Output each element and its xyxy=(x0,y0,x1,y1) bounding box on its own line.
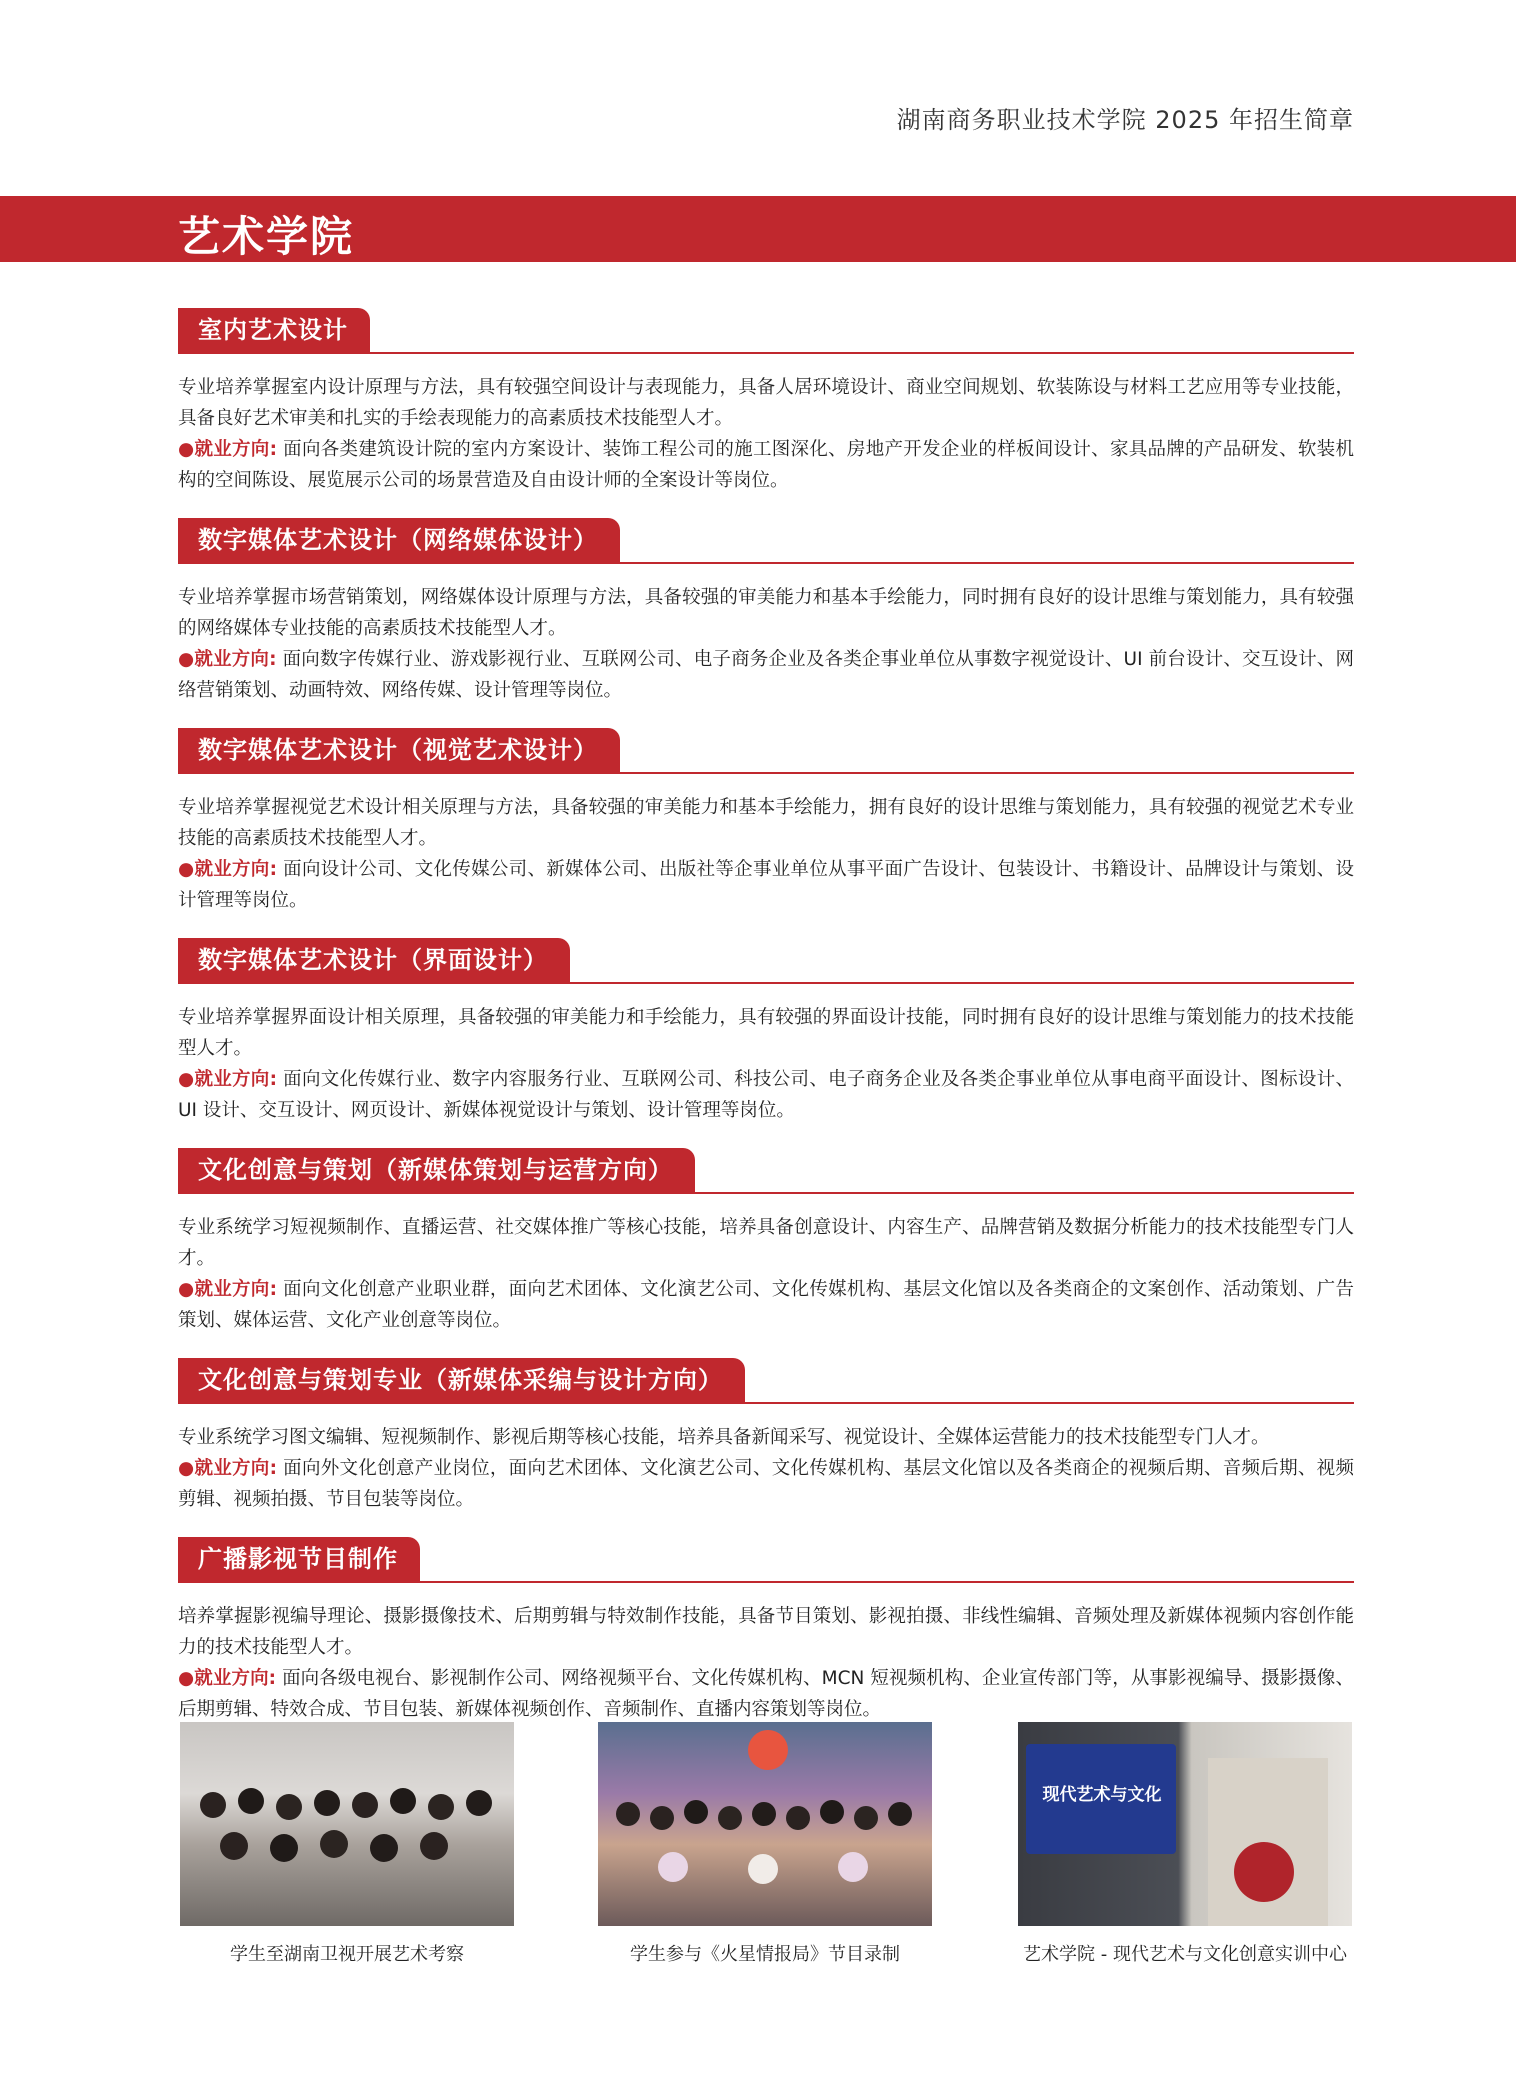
photo-caption: 学生参与《火星情报局》节目录制 xyxy=(630,1944,900,1965)
section-description: 专业系统学习图文编辑、短视频制作、影视后期等核心技能，培养具备新闻采写、视觉设计、全媒体运营能力的技术技能型专门人才。 xyxy=(178,1427,1270,1448)
section-title: 数字媒体艺术设计（视觉艺术设计） xyxy=(178,728,620,772)
section-title: 文化创意与策划（新媒体策划与运营方向） xyxy=(178,1148,695,1192)
section-header xyxy=(178,1537,1354,1583)
section-career: ●就业方向: 面向文化创意产业职业群，面向艺术团体、文化演艺公司、文化传媒机构、基层文化馆以及各类商企的文案创作、活动策划、广告策划、媒体运营、文化产业创意等岗位。 xyxy=(178,1279,1354,1331)
career-label: ●就业方向: xyxy=(178,439,277,460)
photo-caption: 艺术学院 - 现代艺术与文化创意实训中心 xyxy=(1023,1944,1347,1965)
program-section xyxy=(178,1148,1354,1336)
section-career: ●就业方向: 面向各类建筑设计院的室内方案设计、装饰工程公司的施工图深化、房地产开发企业的样板间设计、家具品牌的产品研发、软装机构的空间陈设、展览展示公司的场景营造及自由设计师的全案设计等岗位。 xyxy=(178,439,1354,491)
section-header xyxy=(178,1148,1354,1194)
studio-photo-image xyxy=(598,1722,932,1926)
career-label: ●就业方向: xyxy=(178,1668,277,1689)
section-description: 专业培养掌握视觉艺术设计相关原理与方法，具备较强的审美能力和基本手绘能力，拥有良好的设计思维与策划能力，具有较强的视觉艺术专业技能的高素质技术技能型人才。 xyxy=(178,797,1354,849)
photo-card xyxy=(598,1722,932,1966)
section-header xyxy=(178,308,1354,354)
career-label: ●就业方向: xyxy=(178,859,277,880)
career-label: ●就业方向: xyxy=(178,649,277,670)
group-photo-image xyxy=(180,1722,514,1926)
program-section xyxy=(178,728,1354,916)
section-description: 专业系统学习短视频制作、直播运营、社交媒体推广等核心技能，培养具备创意设计、内容生产、品牌营销及数据分析能力的技术技能型专门人才。 xyxy=(178,1217,1354,1269)
career-label: ●就业方向: xyxy=(178,1069,277,1090)
flower-stand xyxy=(1234,1842,1294,1902)
photo-card xyxy=(1018,1722,1352,1966)
training-center-photo-image xyxy=(1018,1722,1352,1926)
photo-gallery xyxy=(178,1722,1354,1965)
center-sign-text: 现代艺术与文化 xyxy=(1042,1785,1162,1805)
section-title: 数字媒体艺术设计（界面设计） xyxy=(178,938,570,982)
section-title: 室内艺术设计 xyxy=(178,308,370,352)
section-description: 专业培养掌握界面设计相关原理，具备较强的审美能力和手绘能力，具有较强的界面设计技能，同时拥有良好的设计思维与策划能力的技术技能型人才。 xyxy=(178,1007,1354,1059)
career-label: ●就业方向: xyxy=(178,1458,277,1479)
program-section xyxy=(178,518,1354,706)
section-description: 专业培养掌握室内设计原理与方法，具有较强空间设计与表现能力，具备人居环境设计、商业空间规划、软装陈设与材料工艺应用等专业技能，具备良好艺术审美和扎实的手绘表现能力的高素质技术技能型人才。 xyxy=(178,377,1354,429)
section-header xyxy=(178,728,1354,774)
section-career: ●就业方向: 面向设计公司、文化传媒公司、新媒体公司、出版社等企事业单位从事平面广告设计、包装设计、书籍设计、品牌设计与策划、设计管理等岗位。 xyxy=(178,859,1354,911)
photo-card xyxy=(180,1722,514,1966)
section-description: 专业培养掌握市场营销策划，网络媒体设计原理与方法，具备较强的审美能力和基本手绘能力，同时拥有良好的设计思维与策划能力，具有较强的网络媒体专业技能的高素质技术技能型人才。 xyxy=(178,587,1354,639)
section-career: ●就业方向: 面向文化传媒行业、数字内容服务行业、互联网公司、科技公司、电子商务企业及各类企事业单位从事电商平面设计、图标设计、UI 设计、交互设计、网页设计、新媒体视觉设计与策划、设计管理等岗位。 xyxy=(178,1069,1354,1121)
program-section xyxy=(178,1537,1354,1725)
college-title-band xyxy=(0,196,1516,262)
college-title: 艺术学院 xyxy=(178,212,355,261)
career-label: ●就业方向: xyxy=(178,1279,277,1300)
section-title: 数字媒体艺术设计（网络媒体设计） xyxy=(178,518,620,562)
section-career: ●就业方向: 面向数字传媒行业、游戏影视行业、互联网公司、电子商务企业及各类企事业单位从事数字视觉设计、UI 前台设计、交互设计、网络营销策划、动画特效、网络传媒、设计管理等岗位。 xyxy=(178,649,1354,701)
program-list xyxy=(178,308,1354,1747)
section-title: 文化创意与策划专业（新媒体采编与设计方向） xyxy=(178,1358,745,1402)
section-header xyxy=(178,1358,1354,1404)
section-description: 培养掌握影视编导理论、摄影摄像技术、后期剪辑与特效制作技能，具备节目策划、影视拍摄、非线性编辑、音频处理及新媒体视频内容创作能力的技术技能型人才。 xyxy=(178,1606,1354,1658)
program-section xyxy=(178,938,1354,1126)
running-header: 湖南商务职业技术学院 2025 年招生简章 xyxy=(896,106,1354,134)
section-header xyxy=(178,518,1354,564)
program-section xyxy=(178,1358,1354,1515)
section-career: ●就业方向: 面向各级电视台、影视制作公司、网络视频平台、文化传媒机构、MCN 短视频机构、企业宣传部门等，从事影视编导、摄影摄像、后期剪辑、特效合成、节目包装、新媒体视频创作、音频制作、直播内容策划等岗位。 xyxy=(178,1668,1354,1720)
section-career: ●就业方向: 面向外文化创意产业岗位，面向艺术团体、文化演艺公司、文化传媒机构、基层文化馆以及各类商企的视频后期、音频后期、视频剪辑、视频拍摄、节目包装等岗位。 xyxy=(178,1458,1354,1510)
section-title: 广播影视节目制作 xyxy=(178,1537,420,1581)
photo-caption: 学生至湖南卫视开展艺术考察 xyxy=(230,1944,464,1965)
program-section xyxy=(178,308,1354,496)
section-header xyxy=(178,938,1354,984)
